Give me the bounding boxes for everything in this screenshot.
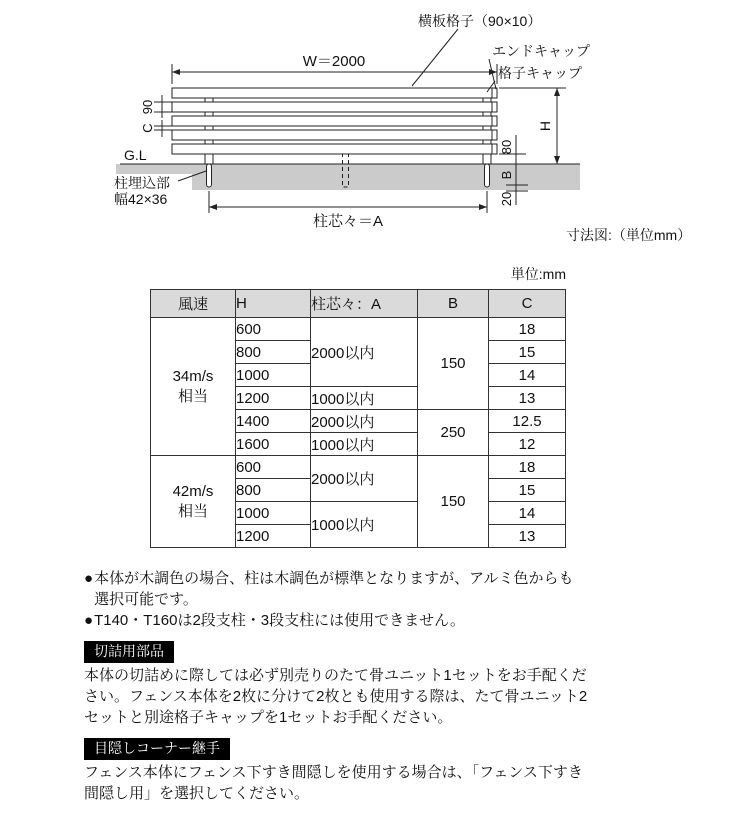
note-item bbox=[84, 610, 740, 631]
dim-80 bbox=[499, 135, 526, 164]
cell-h: 1600 bbox=[236, 433, 311, 456]
cell-c: 18 bbox=[489, 318, 566, 341]
ground-level-label: G.L bbox=[124, 147, 147, 163]
wind-speed-34-cell bbox=[151, 318, 236, 456]
col-header-a: 柱芯々：A bbox=[311, 290, 418, 318]
cell-c: 15 bbox=[489, 341, 566, 364]
dim-b-label: B bbox=[499, 170, 514, 180]
cell-a: 2000以内 bbox=[311, 410, 418, 433]
table-row bbox=[151, 318, 566, 341]
cell-c: 13 bbox=[489, 525, 566, 548]
cell-h: 600 bbox=[236, 456, 311, 479]
board-height-label: 90 bbox=[140, 99, 155, 115]
post-span-label: 柱芯々＝A bbox=[312, 213, 384, 230]
cell-h: 800 bbox=[236, 341, 311, 364]
cell-c: 12.5 bbox=[489, 410, 566, 433]
section-body: フェンス本体にフェンス下すき間隠しを使用する場合は、「フェンス下すき間隠し用」を選択してください。 bbox=[84, 763, 583, 802]
wind-spec-table bbox=[150, 289, 566, 548]
cell-a: 1000以内 bbox=[311, 502, 418, 548]
cell-c: 18 bbox=[489, 456, 566, 479]
cell-h: 1000 bbox=[236, 502, 311, 525]
bullet-icon: ● bbox=[84, 612, 94, 629]
wind-speed-line: 34m/s bbox=[172, 368, 214, 385]
note-text: T140・T160は2段支柱・3段支柱には使用できません。 bbox=[94, 612, 466, 629]
cell-b: 150 bbox=[418, 456, 489, 548]
fence-boards bbox=[172, 88, 497, 154]
cell-h: 1200 bbox=[236, 525, 311, 548]
cell-h: 1400 bbox=[236, 410, 311, 433]
dim-80-label: 80 bbox=[499, 139, 514, 155]
board-callout-label: 横板格子（90×10） bbox=[418, 13, 542, 29]
cell-a: 2000以内 bbox=[311, 456, 418, 502]
width-dimension bbox=[172, 53, 497, 84]
height-label: H bbox=[537, 120, 553, 132]
col-header-h: H bbox=[236, 290, 311, 318]
wind-speed-line: 42m/s bbox=[172, 483, 214, 500]
cell-c: 14 bbox=[489, 364, 566, 387]
section-cut-parts bbox=[84, 641, 740, 728]
cell-a: 2000以内 bbox=[311, 318, 418, 387]
embed-label-line2: 幅42×36 bbox=[114, 191, 168, 207]
cell-h: 1000 bbox=[236, 364, 311, 387]
cell-c: 14 bbox=[489, 502, 566, 525]
wind-speed-line: 相当 bbox=[177, 502, 208, 520]
fence-dimension-diagram bbox=[0, 0, 740, 252]
end-cap-label: エンドキャップ bbox=[492, 43, 590, 59]
note-text: 本体が木調色の場合、柱は木調色が標準となりますが、アルミ色からも選択可能です。 bbox=[94, 570, 574, 608]
wind-speed-line: 相当 bbox=[177, 387, 208, 405]
cell-c: 15 bbox=[489, 479, 566, 502]
section-title: 切詰用部品 bbox=[84, 641, 174, 663]
wind-speed-42-cell bbox=[151, 456, 236, 548]
cell-b: 250 bbox=[418, 410, 489, 456]
bullet-icon: ● bbox=[84, 570, 94, 587]
cell-a: 1000以内 bbox=[311, 433, 418, 456]
section-corner-joint bbox=[84, 738, 740, 804]
gap-dimension bbox=[140, 120, 172, 137]
notes-list bbox=[84, 568, 740, 631]
cell-c: 13 bbox=[489, 387, 566, 410]
cell-h: 1200 bbox=[236, 387, 311, 410]
board-height-dimension bbox=[140, 95, 172, 118]
table-row bbox=[151, 456, 566, 479]
header-row bbox=[151, 290, 566, 318]
cell-h: 600 bbox=[236, 318, 311, 341]
section-title: 目隠しコーナー継手 bbox=[84, 738, 230, 760]
gap-label: C bbox=[140, 123, 155, 133]
col-header-wind: 風速 bbox=[151, 290, 236, 318]
lattice-cap-label: 格子キャップ bbox=[498, 65, 582, 81]
cell-a: 1000以内 bbox=[311, 387, 418, 410]
col-header-b: B bbox=[418, 290, 489, 318]
section-body: 本体の切詰めに際しては必ず別売りのたて骨ユニット1セットをお手配ください。フェンス本体を2枚に分けて2枚とも使用する際は、たて骨ユニット2セットと別途格子キャップを1セットお手配ください。 bbox=[84, 666, 588, 726]
width-dimension-label: W＝2000 bbox=[302, 53, 366, 70]
cell-c: 12 bbox=[489, 433, 566, 456]
cell-b: 150 bbox=[418, 318, 489, 410]
diagram-caption: 寸法図:（単位mm） bbox=[566, 227, 692, 243]
embed-label-line1: 柱埋込部 bbox=[114, 175, 170, 191]
cell-h: 800 bbox=[236, 479, 311, 502]
note-item bbox=[84, 568, 740, 610]
table-unit-note: 単位:mm bbox=[510, 266, 566, 282]
embed-callout bbox=[112, 171, 206, 208]
dim-20-label: 20 bbox=[499, 191, 514, 207]
post-span-dimension bbox=[209, 191, 487, 230]
col-header-c: C bbox=[489, 290, 566, 318]
